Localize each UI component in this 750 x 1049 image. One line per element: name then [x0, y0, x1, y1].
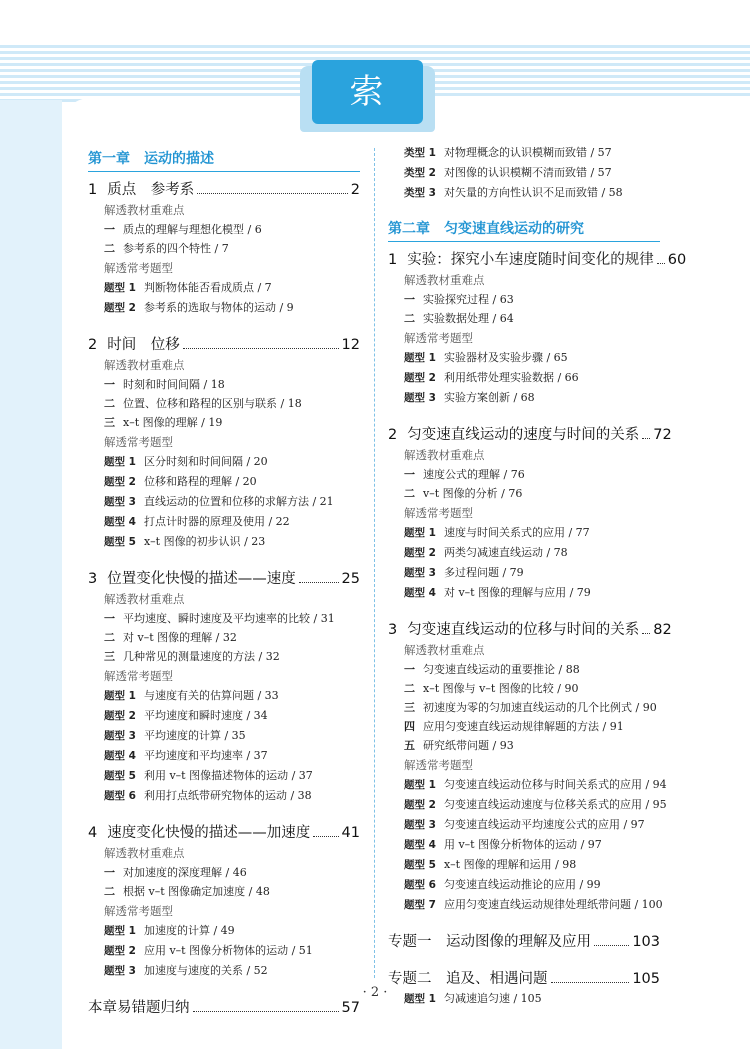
item-text: 实验方案创新 / 68 — [443, 391, 535, 404]
section-page: 41 — [341, 825, 360, 841]
section-title: 匀变速直线运动的位移与时间的关系 — [407, 622, 640, 638]
item-mark: 二 — [104, 397, 115, 410]
item-text: 实验探究过程 / 63 — [423, 293, 514, 306]
item-mark: 题型 4 — [104, 516, 136, 528]
item-mark: 题型 2 — [404, 547, 436, 559]
group-label: 解透教材重难点 — [104, 592, 185, 606]
item-text: 平均速度的计算 / 35 — [143, 729, 246, 742]
section-title: 速度变化快慢的描述——加速度 — [107, 825, 311, 841]
toc-item[interactable] — [404, 699, 660, 716]
spacer — [88, 807, 360, 815]
item-mark: 一 — [404, 663, 415, 676]
spacer — [388, 604, 660, 612]
item-mark: 题型 6 — [404, 879, 436, 891]
group-label: 解透常考题型 — [404, 758, 473, 772]
section-entry[interactable] — [388, 618, 672, 639]
section-title: 本章易错题归纳 — [88, 1000, 190, 1016]
toc-item[interactable] — [104, 376, 360, 393]
toc-item[interactable] — [404, 544, 660, 562]
item-text: 对物理概念的认识模糊而致错 / 57 — [443, 146, 612, 159]
item-mark: 题型 2 — [104, 945, 136, 957]
toc-item[interactable] — [404, 876, 660, 894]
section-entry[interactable] — [88, 333, 360, 354]
dot-leader — [299, 582, 339, 583]
item-text: 打点计时器的原理及使用 / 22 — [143, 515, 290, 528]
item-text: 用 v–t 图像分析物体的运动 / 97 — [443, 838, 602, 851]
item-text: 匀变速直线运动位移与时间关系式的应用 / 94 — [443, 778, 667, 791]
dot-leader — [197, 193, 348, 194]
item-text: 应用匀变速直线运动规律解题的方法 / 91 — [423, 720, 624, 733]
toc-item[interactable] — [104, 279, 360, 297]
toc-item[interactable] — [404, 661, 660, 678]
dot-leader — [313, 836, 338, 837]
dot-leader — [642, 438, 650, 439]
spacer — [88, 319, 360, 327]
section-title: 时间 位移 — [107, 337, 180, 353]
toc-item[interactable] — [104, 513, 360, 531]
item-text: 直线运动的位置和位移的求解方法 / 21 — [143, 495, 334, 508]
item-text: 对图像的认识模糊不清而致错 / 57 — [443, 166, 612, 179]
toc-item[interactable] — [404, 796, 667, 814]
item-mark: 题型 1 — [104, 282, 136, 294]
section-number: 3 — [388, 622, 398, 638]
item-mark: 二 — [404, 312, 415, 325]
group-label: 解透常考题型 — [104, 261, 173, 275]
item-mark: 题型 1 — [404, 993, 436, 1005]
toc-item[interactable] — [104, 883, 360, 900]
toc-item[interactable] — [104, 962, 360, 980]
toc-item[interactable] — [404, 144, 660, 162]
section-entry[interactable] — [388, 423, 672, 444]
dot-leader — [551, 982, 630, 983]
section-number: 3 — [88, 571, 98, 587]
toc-item[interactable] — [104, 493, 360, 511]
section-number: 1 — [88, 182, 98, 198]
item-text: 对加速度的深度理解 / 46 — [123, 866, 247, 879]
item-text: x–t 图像与 v–t 图像的比较 / 90 — [423, 682, 579, 695]
item-mark: 三 — [404, 701, 415, 714]
item-text: 根据 v–t 图像确定加速度 / 48 — [123, 885, 270, 898]
toc-item[interactable] — [404, 164, 660, 182]
item-text: 与速度有关的估算问题 / 33 — [143, 689, 279, 702]
item-text: 位移和路程的理解 / 20 — [143, 475, 257, 488]
item-mark: 类型 3 — [404, 187, 436, 199]
group-label: 解透教材重难点 — [404, 273, 485, 287]
item-text: 实验数据处理 / 64 — [423, 312, 514, 325]
item-mark: 题型 2 — [104, 710, 136, 722]
toc-item[interactable] — [404, 896, 663, 914]
section-title: 专题一 运动图像的理解及应用 — [388, 934, 591, 950]
item-text: 位置、位移和路程的区别与联系 / 18 — [123, 397, 302, 410]
item-text: x–t 图像的理解和运用 / 98 — [443, 858, 577, 871]
item-mark: 一 — [404, 293, 415, 306]
item-mark: 题型 4 — [404, 839, 436, 851]
item-text: x–t 图像的初步认识 / 23 — [143, 535, 266, 548]
toc-item[interactable] — [404, 310, 660, 327]
item-text: 判断物体能否看成质点 / 7 — [143, 281, 272, 294]
item-mark: 二 — [104, 631, 115, 644]
item-text: 利用 v–t 图像描述物体的运动 / 37 — [143, 769, 313, 782]
group-label: 解透教材重难点 — [404, 643, 485, 657]
toc-item[interactable] — [104, 414, 360, 431]
item-text: 平均速度和瞬时速度 / 34 — [143, 709, 268, 722]
spacer — [388, 1010, 660, 1018]
section-title: 质点 参考系 — [107, 182, 195, 198]
group-label: 解透教材重难点 — [104, 358, 185, 372]
item-mark: 一 — [404, 468, 415, 481]
item-mark: 题型 4 — [104, 750, 136, 762]
dot-leader — [594, 945, 629, 946]
toc-item[interactable] — [104, 453, 360, 471]
toc-item[interactable] — [404, 776, 667, 794]
spacer — [388, 916, 660, 924]
section-title: 位置变化快慢的描述——速度 — [107, 571, 296, 587]
group-label: 解透常考题型 — [104, 904, 173, 918]
section-page: 103 — [632, 934, 660, 950]
item-text: 参考系的选取与物体的运动 / 9 — [143, 301, 294, 314]
toc-item[interactable] — [404, 389, 660, 407]
toc-item[interactable] — [104, 922, 360, 940]
chapter-label: 第二章 — [388, 221, 430, 237]
item-mark: 题型 5 — [404, 859, 436, 871]
toc-item[interactable] — [404, 737, 660, 754]
item-text: 匀变速直线运动速度与位移关系式的应用 / 95 — [443, 798, 667, 811]
toc-item[interactable] — [404, 564, 660, 582]
item-mark: 题型 1 — [404, 527, 436, 539]
item-text: 对 v–t 图像的理解 / 32 — [123, 631, 237, 644]
item-mark: 题型 1 — [404, 352, 436, 364]
item-text: v–t 图像的分析 / 76 — [423, 487, 523, 500]
item-mark: 题型 3 — [404, 819, 436, 831]
dot-leader — [183, 348, 339, 349]
item-text: 速度公式的理解 / 76 — [423, 468, 525, 481]
item-text: 多过程问题 / 79 — [443, 566, 524, 579]
group-label: 解透教材重难点 — [404, 448, 485, 462]
section-title: 匀变速直线运动的速度与时间的关系 — [407, 427, 640, 443]
item-mark: 类型 2 — [404, 167, 436, 179]
item-text: 参考系的四个特性 / 7 — [123, 242, 229, 255]
item-text: 平均速度、瞬时速度及平均速率的比较 / 31 — [123, 612, 335, 625]
chapter-heading[interactable] — [388, 212, 660, 242]
section-title: 实验：探究小车速度随时间变化的规律 — [407, 252, 654, 268]
item-mark: 类型 1 — [404, 147, 436, 159]
item-text: 加速度的计算 / 49 — [143, 924, 235, 937]
item-mark: 题型 4 — [404, 587, 436, 599]
item-text: 对 v–t 图像的理解与应用 / 79 — [443, 586, 591, 599]
section-entry[interactable] — [388, 248, 687, 269]
toc-item[interactable] — [404, 524, 660, 542]
item-text: 加速度与速度的关系 / 52 — [143, 964, 268, 977]
item-text: 平均速度和平均速率 / 37 — [143, 749, 268, 762]
item-mark: 题型 2 — [104, 302, 136, 314]
chapter-title: 运动的描述 — [144, 151, 214, 167]
page-title: 索引 — [342, 72, 400, 176]
column-divider — [374, 148, 375, 978]
item-text: 时刻和时间间隔 / 18 — [123, 378, 225, 391]
item-text: 应用匀变速直线运动规律处理纸带问题 / 100 — [443, 898, 663, 911]
toc-item[interactable] — [104, 221, 360, 238]
item-mark: 题型 2 — [404, 799, 436, 811]
item-text: 研究纸带问题 / 93 — [423, 739, 514, 752]
toc-item[interactable] — [404, 856, 660, 874]
item-mark: 题型 1 — [104, 690, 136, 702]
chapter-label: 第一章 — [88, 151, 130, 167]
item-text: 几种常见的测量速度的方法 / 32 — [123, 650, 280, 663]
dot-leader — [657, 263, 665, 264]
toc-item[interactable] — [104, 648, 360, 665]
item-text: 两类匀减速直线运动 / 78 — [443, 546, 568, 559]
toc-item[interactable] — [104, 395, 360, 412]
item-mark: 三 — [104, 416, 115, 429]
item-mark: 一 — [104, 223, 115, 236]
item-mark: 四 — [404, 720, 415, 733]
spacer — [388, 953, 660, 961]
toc-item[interactable] — [404, 718, 660, 735]
chapter-heading[interactable] — [88, 142, 360, 172]
section-page: 72 — [653, 427, 672, 443]
toc-item[interactable] — [104, 787, 360, 805]
item-mark: 题型 1 — [104, 456, 136, 468]
section-page: 12 — [341, 337, 360, 353]
item-text: x–t 图像的理解 / 19 — [123, 416, 223, 429]
item-text: 利用纸带处理实验数据 / 66 — [443, 371, 579, 384]
group-label: 解透常考题型 — [404, 506, 473, 520]
item-text: 速度与时间关系式的应用 / 77 — [443, 526, 590, 539]
item-mark: 二 — [404, 487, 415, 500]
section-entry[interactable] — [88, 567, 360, 588]
spacer — [388, 409, 660, 417]
section-page: 60 — [667, 252, 687, 268]
section-number: 1 — [388, 252, 398, 268]
toc-item[interactable] — [404, 349, 660, 367]
dot-leader — [193, 1011, 339, 1012]
item-text: 区分时刻和时间间隔 / 20 — [143, 455, 268, 468]
item-mark: 题型 5 — [104, 770, 136, 782]
item-text: 匀变速直线运动平均速度公式的应用 / 97 — [443, 818, 645, 831]
toc-item[interactable] — [404, 680, 660, 697]
page-number: · 2 · — [362, 985, 388, 1000]
item-mark: 题型 7 — [404, 899, 436, 911]
toc-item[interactable] — [104, 610, 360, 627]
item-mark: 题型 3 — [404, 392, 436, 404]
toc-item[interactable] — [404, 466, 660, 483]
left-column — [88, 142, 360, 1027]
item-text: 对矢量的方向性认识不足而致错 / 58 — [443, 186, 623, 199]
section-number: 2 — [388, 427, 398, 443]
section-page: 57 — [341, 1000, 360, 1016]
section-page: 25 — [341, 571, 360, 587]
item-text: 利用打点纸带研究物体的运动 / 38 — [143, 789, 312, 802]
toc-item[interactable] — [404, 485, 660, 502]
section-entry[interactable] — [88, 178, 360, 199]
item-mark: 二 — [104, 885, 115, 898]
toc-item[interactable] — [104, 864, 360, 881]
item-text: 应用 v–t 图像分析物体的运动 / 51 — [143, 944, 313, 957]
item-text: 实验器材及实验步骤 / 65 — [443, 351, 568, 364]
toc-item[interactable] — [104, 687, 360, 705]
toc-item[interactable] — [404, 816, 660, 834]
group-label: 解透常考题型 — [404, 331, 473, 345]
toc-item[interactable] — [104, 299, 360, 317]
item-mark: 题型 5 — [104, 536, 136, 548]
right-column — [388, 142, 687, 1018]
toc-item[interactable] — [404, 584, 660, 602]
chapter-title: 匀变速直线运动的研究 — [444, 221, 584, 237]
section-page: 82 — [653, 622, 672, 638]
toc-item[interactable] — [104, 707, 360, 725]
group-label: 解透常考题型 — [104, 669, 173, 683]
item-mark: 题型 2 — [404, 372, 436, 384]
toc-item[interactable] — [104, 473, 360, 491]
toc-item[interactable] — [104, 240, 360, 257]
item-text: 质点的理解与理想化模型 / 6 — [123, 223, 262, 236]
item-text: 匀变速直线运动推论的应用 / 99 — [443, 878, 601, 891]
toc-item[interactable] — [404, 369, 660, 387]
group-label: 解透教材重难点 — [104, 203, 185, 217]
section-entry[interactable] — [88, 821, 360, 842]
item-mark: 题型 3 — [404, 567, 436, 579]
toc-item[interactable] — [104, 629, 360, 646]
item-mark: 题型 3 — [104, 730, 136, 742]
spacer — [388, 204, 660, 212]
spacer — [88, 553, 360, 561]
toc-item[interactable] — [404, 184, 660, 202]
group-label: 解透常考题型 — [104, 435, 173, 449]
item-mark: 三 — [104, 650, 115, 663]
item-mark: 题型 1 — [404, 779, 436, 791]
item-mark: 一 — [104, 378, 115, 391]
item-text: 匀变速直线运动的重要推论 / 88 — [423, 663, 580, 676]
spacer — [88, 1019, 360, 1027]
toc-item[interactable] — [404, 836, 660, 854]
item-text: 匀减速追匀速 / 105 — [443, 992, 542, 1005]
item-mark: 题型 2 — [104, 476, 136, 488]
item-mark: 题型 1 — [104, 925, 136, 937]
toc-item[interactable] — [104, 727, 360, 745]
section-number: 4 — [88, 825, 98, 841]
item-mark: 二 — [104, 242, 115, 255]
item-mark: 题型 3 — [104, 965, 136, 977]
toc-item[interactable] — [104, 747, 360, 765]
section-entry[interactable] — [388, 930, 660, 951]
section-page: 2 — [350, 182, 360, 198]
toc-item[interactable] — [104, 533, 360, 551]
section-page: 105 — [632, 971, 660, 987]
item-mark: 一 — [104, 612, 115, 625]
item-mark: 题型 6 — [104, 790, 136, 802]
dot-leader — [642, 633, 650, 634]
toc-item[interactable] — [104, 942, 360, 960]
group-label: 解透教材重难点 — [104, 846, 185, 860]
section-title: 专题二 追及、相遇问题 — [388, 971, 548, 987]
item-mark: 一 — [104, 866, 115, 879]
item-mark: 二 — [404, 682, 415, 695]
item-text: 初速度为零的匀加速直线运动的几个比例式 / 90 — [423, 701, 657, 714]
item-mark: 五 — [404, 739, 415, 752]
item-mark: 题型 3 — [104, 496, 136, 508]
toc-item[interactable] — [404, 291, 660, 308]
side-band — [0, 100, 62, 1049]
toc-item[interactable] — [104, 767, 360, 785]
section-number: 2 — [88, 337, 98, 353]
